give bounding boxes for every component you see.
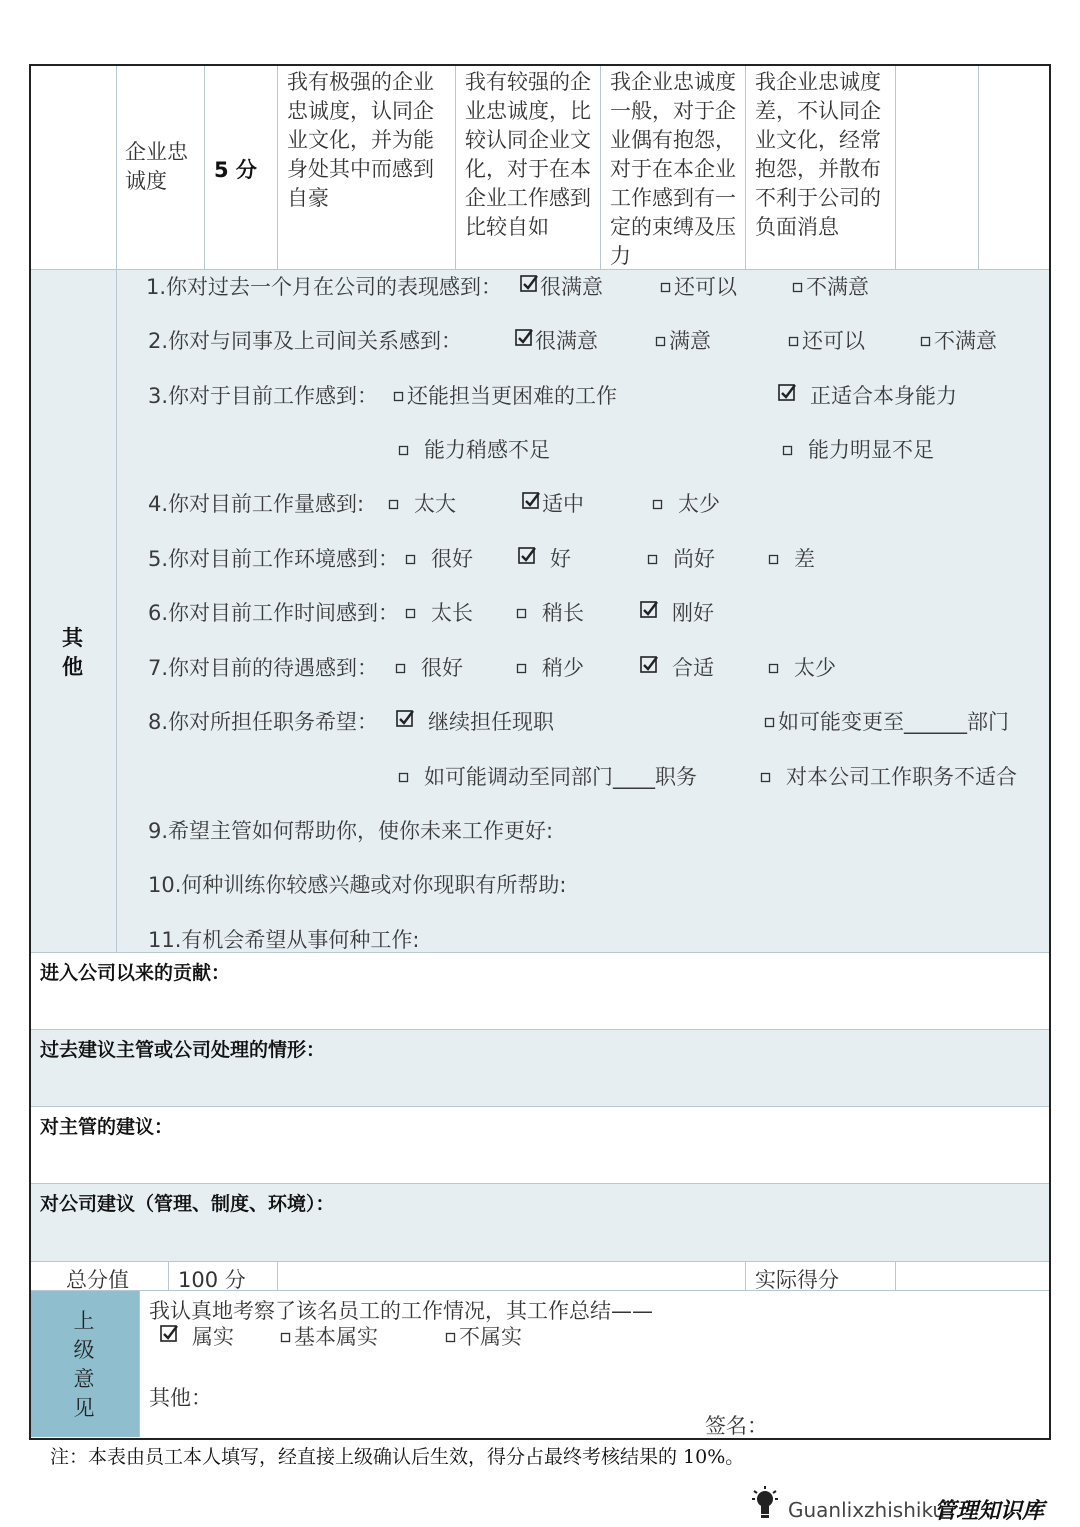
question-4: 4.你对目前工作量感到:	[148, 492, 365, 516]
actual-score-field[interactable]	[896, 1262, 1046, 1290]
checkbox[interactable]	[760, 763, 772, 789]
question-7: 7.你对目前的待遇感到：	[148, 656, 379, 680]
checkbox[interactable]	[398, 763, 410, 789]
checkbox[interactable]	[405, 599, 417, 625]
checkbox[interactable]	[515, 327, 533, 353]
q8-option-1[interactable]: 继续担任现职	[396, 709, 554, 735]
question-1: 1.你对过去一个月在公司的表现感到：	[146, 275, 503, 299]
q7-option-2[interactable]: 稍少	[516, 655, 584, 681]
q2-option-2[interactable]: 满意	[655, 328, 711, 354]
checkbox[interactable]	[640, 654, 658, 680]
q3-option-3[interactable]: 能力稍感不足	[398, 437, 550, 463]
checkbox[interactable]	[655, 327, 667, 353]
q7-option-1[interactable]: 很好	[395, 655, 463, 681]
checkbox[interactable]	[788, 327, 800, 353]
loyalty-item-label: 企业忠诚度	[125, 140, 188, 193]
question-8: 8.你对所担任职务希望：	[148, 710, 379, 734]
q3-option-1[interactable]: 还能担当更困难的工作	[393, 383, 617, 409]
q7-option-4[interactable]: 太少	[768, 655, 836, 681]
checkbox[interactable]	[395, 654, 407, 680]
checkbox[interactable]	[160, 1323, 178, 1349]
section-contribution: 进入公司以来的贡献：	[40, 962, 231, 984]
q4-option-2[interactable]: 适中	[522, 491, 584, 517]
supervisor-label: 上 级 意 见	[73, 1309, 95, 1420]
actual-score-label: 实际得分	[755, 1268, 839, 1292]
checkbox[interactable]	[518, 545, 536, 571]
checkbox[interactable]	[516, 599, 528, 625]
loyalty-score: 5 分	[214, 158, 257, 182]
footnote: 注：本表由员工本人填写，经直接上级确认后生效，得分占最终考核结果的 10%。	[50, 1446, 745, 1468]
signature-label: 签名：	[705, 1414, 768, 1438]
section-supervisor-suggestions: 对主管的建议：	[40, 1116, 174, 1138]
checkbox[interactable]	[520, 273, 538, 299]
checkbox[interactable]	[764, 708, 776, 734]
loyalty-level-4: 我企业忠诚度差，不认同企业文化，经常抱怨，并散布不利于公司的负面消息	[755, 70, 881, 239]
q8-option-3[interactable]: 如可能调动至同部门____职务	[398, 764, 697, 790]
checkbox[interactable]	[522, 490, 540, 516]
q1-option-1[interactable]: 很满意	[520, 274, 603, 300]
supervisor-option-1[interactable]: 属实	[160, 1324, 234, 1350]
q4-option-1[interactable]: 太大	[388, 491, 456, 517]
q8-option-2[interactable]: 如可能变更至______部门	[764, 709, 1009, 735]
q7-option-3[interactable]: 合适	[640, 655, 714, 681]
supervisor-statement: 我认真地考察了该名员工的工作情况，其工作总结——	[149, 1299, 653, 1323]
q3-option-4[interactable]: 能力明显不足	[782, 437, 934, 463]
total-value: 100 分	[178, 1268, 246, 1292]
checkbox[interactable]	[396, 708, 414, 734]
q5-option-3[interactable]: 尚好	[647, 546, 715, 572]
question-10: 10.何种训练你较感兴趣或对你现职有所帮助:	[148, 873, 567, 897]
q4-option-3[interactable]: 太少	[652, 491, 720, 517]
section-past-suggestions: 过去建议主管或公司处理的情形：	[40, 1039, 326, 1061]
q5-option-1[interactable]: 很好	[405, 546, 473, 572]
question-9: 9.希望主管如何帮助你，使你未来工作更好:	[148, 819, 554, 843]
q6-option-2[interactable]: 稍长	[516, 600, 584, 626]
checkbox[interactable]	[398, 436, 410, 462]
checkbox[interactable]	[782, 436, 794, 462]
q1-option-3[interactable]: 不满意	[792, 274, 869, 300]
checkbox[interactable]	[640, 599, 658, 625]
q2-option-1[interactable]: 很满意	[515, 328, 598, 354]
lightbulb-icon	[752, 1486, 778, 1522]
checkbox[interactable]	[647, 545, 659, 571]
loyalty-level-3: 我企业忠诚度一般，对于企业偶有抱怨，对于在本企业工作感到有一定的束缚及压力	[610, 70, 736, 268]
checkbox[interactable]	[393, 382, 405, 408]
supervisor-other-label: 其他：	[149, 1386, 212, 1410]
q5-option-4[interactable]: 差	[768, 546, 815, 572]
checkbox[interactable]	[920, 327, 932, 353]
checkbox[interactable]	[388, 490, 400, 516]
section-company-suggestions: 对公司建议（管理、制度、环境）：	[40, 1193, 335, 1215]
q3-option-2[interactable]: 正适合本身能力	[778, 383, 957, 409]
checkbox[interactable]	[445, 1323, 457, 1349]
q5-option-2[interactable]: 好	[518, 546, 571, 572]
checkbox[interactable]	[652, 490, 664, 516]
watermark-text: Guanlixzhishiku	[788, 1498, 946, 1522]
question-6: 6.你对目前工作时间感到：	[148, 601, 400, 625]
q1-option-2[interactable]: 还可以	[660, 274, 737, 300]
loyalty-level-2: 我有较强的企业忠诚度，比较认同企业文化，对于在本企业工作感到比较自如	[465, 70, 591, 239]
question-11: 11.有机会希望从事何种工作:	[148, 928, 420, 952]
supervisor-option-3[interactable]: 不属实	[445, 1324, 522, 1350]
watermark-cn: 管理知识库	[934, 1498, 1045, 1524]
checkbox[interactable]	[778, 382, 796, 408]
checkbox[interactable]	[768, 654, 780, 680]
checkbox[interactable]	[768, 545, 780, 571]
total-label: 总分值	[66, 1268, 129, 1292]
checkbox[interactable]	[792, 273, 804, 299]
q6-option-1[interactable]: 太长	[405, 600, 473, 626]
q6-option-3[interactable]: 刚好	[640, 600, 714, 626]
q2-option-3[interactable]: 还可以	[788, 328, 865, 354]
supervisor-option-2[interactable]: 基本属实	[280, 1324, 378, 1350]
q2-option-4[interactable]: 不满意	[920, 328, 997, 354]
checkbox[interactable]	[660, 273, 672, 299]
question-3: 3.你对于目前工作感到：	[148, 384, 379, 408]
checkbox[interactable]	[516, 654, 528, 680]
other-label-bottom: 他	[62, 655, 83, 679]
checkbox[interactable]	[280, 1323, 292, 1349]
question-5: 5.你对目前工作环境感到：	[148, 547, 400, 571]
question-2: 2.你对与同事及上司间关系感到：	[148, 329, 463, 353]
form-border	[29, 64, 1051, 1440]
other-label-top: 其	[62, 626, 83, 650]
q8-option-4[interactable]: 对本公司工作职务不适合	[760, 764, 1017, 790]
loyalty-level-1: 我有极强的企业忠诚度，认同企业文化，并为能身处其中而感到自豪	[287, 70, 434, 210]
checkbox[interactable]	[405, 545, 417, 571]
